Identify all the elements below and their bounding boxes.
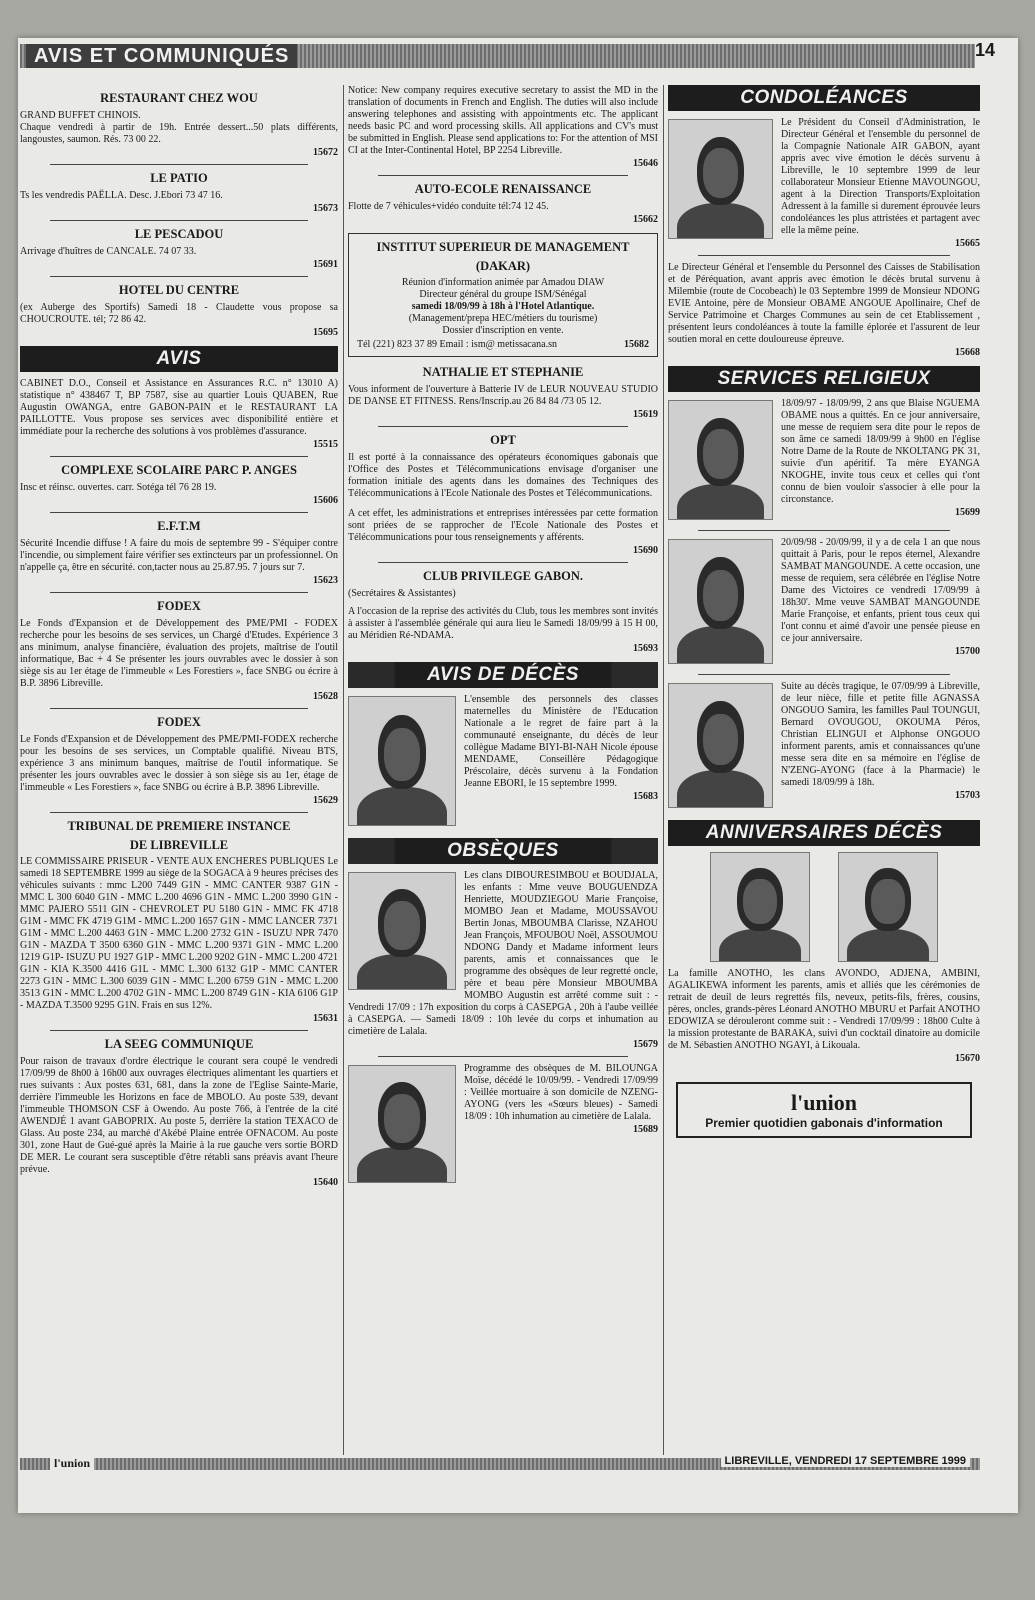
- ad-text: LE COMMISSAIRE PRISEUR - VENTE AUX ENCHERES PUBLIQUES Le samedi 18 SEPTEMBRE 1999 au siège de la SOGACA à 9 heures précises des véhicules suivants : mmc L200 7449 G1N - MMC CANTER 9387 G1N - MMC L 300 6040 G1N - MMC L.200 4696 G1N - MMC L.200 3990 G1N - MMC PAJERO 5511 GIN - CHEVROLET PU 5180 G1N - MMC FK 4718 G1M - MMC FK 4719 G1M - MMC L.200 1657 G1N - MMC LANCER 7371 G1M - MMC L.200 4463 G1N - MMC L.200 2732 G1N - ISUZU NPR 7470 G1N - MAZDA T 3500 6360 G1N - MMC L.200 9371 G1N - MMC L.200 1219 G1P- ISUZU PU 1927 G1P - MMC L.200 9202 G1N - MMC L.200 4721 G1N - KIA K.3500 4416 G1L - MMC L.300 6132 G1P - MMC CANTER 2273 G1N - MMC L.300 6039 G1N - MMC L.200 6759 G1N - MMC L.200 3513 G1N - MMC L.200 4702 G1N - MMC L.200 8749 G1N - KIA 6106 G1P - MAZDA T.3500 9295 G1N. Frais en sus 12%.: [20, 856, 338, 1011]
- ad-number: 15515: [313, 439, 338, 450]
- ad-title: COMPLEXE SCOLAIRE PARC P. ANGES: [61, 463, 297, 477]
- ad-eftm: [20, 519, 338, 586]
- ad-number: 15690: [633, 545, 658, 556]
- ad-text: Les clans DIBOURESIMBOU et BOUDJALA, les enfants : Mme veuve BOUGUENDZA Henriette, MOUDZIEGOU Marie Françoise, MOMBO Jean et Madame, MOUSSAVOU Bertin Jonas, MBOUMBA Clarisse, NZAHOU Jean François, MFOUBOU Noël, ASSOUMOU NDONG Dandy et Madame informent leurs parents, amis et connaissances que le programme des obsèques de leur regretté oncle, père et beau père Monsieur MBOUMBA MOMBO Augustin est arrêté comme suit : - Vendredi 17/09 : 17h exposition du corps à CASEPGA , 20h à l'aube veillée à CASEPGA. — Samedi 18/09 : 10h levée du corps et inhumation au cimetière de Lalala.: [348, 870, 658, 1037]
- divider: [50, 812, 308, 813]
- ad-title: FODEX: [157, 715, 201, 729]
- ad-notice: [348, 85, 658, 169]
- ad-text: Sécurité Incendie diffuse ! A faire du mois de septembre 99 - S'équiper contre l'incendie, ou simplement faire vérifier ses extincteurs par un professionnel. On n'appelle ça, être en sécurité. con,tacter nous au 25.87.95. 7 jours sur 7.: [20, 538, 338, 573]
- ad-number: 15695: [313, 327, 338, 338]
- ad-line: (Management/prepa HEC/métiers du tourisme): [408, 313, 598, 324]
- anniversaires-deces-band: ANNIVERSAIRES DÉCÈS: [668, 820, 980, 846]
- ad-title: LA SEEG COMMUNIQUE: [104, 1037, 254, 1051]
- ad-text: La famille ANOTHO, les clans AVONDO, ADJENA, AMBINI, AGALIKEWA informent les parents, amis et alliés que les cérémonies de retrait de deuil de leurs regrettés fils, neveux, petits-fils, frères, cousins, pères, oncles, grands-pères Léonard ANOTHO MBURU et Parfait ANOTHO EDOWIZA se dérouleront comme suit : - Vendredi 17/09/99 : 18h00 Culte à la mission protestante de BARAKA, suivi d'un cocktail dinatoire au domicile de M. Sébastien ANOTHO NGAYI, à Likouala.: [668, 968, 980, 1051]
- ad-number: 15691: [313, 259, 338, 270]
- column-middle: [348, 85, 658, 1191]
- portrait-photo: [668, 683, 773, 808]
- ad-nathalie: [348, 365, 658, 420]
- ad-title: INSTITUT SUPERIEUR DE MANAGEMENT: [376, 240, 630, 254]
- ad-number: 15673: [313, 203, 338, 214]
- condoleances-band: CONDOLÉANCES: [668, 85, 980, 111]
- column-rule: [663, 85, 664, 1455]
- portrait-photo: [710, 852, 810, 962]
- column-left: [20, 85, 338, 1192]
- ad-number: 15623: [313, 575, 338, 586]
- obseques-notice-1: [348, 870, 658, 1050]
- ad-text: L'ensemble des personnels des classes maternelles du Ministère de l'Education Nationale a le regret de faire part à la communauté enseignante, du décès de leur collègue Madame BIYI-BI-NAH Nicole épouse MENDAME, Conseillère Pédagogique Préscolaire, décès survenu à la Fondation Jeanne EBORI, le 15 septembre 1999.: [464, 694, 658, 789]
- divider: [50, 1030, 308, 1031]
- ad-line: Directeur général du groupe ISM/Sénégal: [419, 289, 587, 300]
- ad-line: Réunion d'information animée par Amadou DIAW: [401, 277, 605, 288]
- ad-text: 20/09/98 - 20/09/99, il y a de cela 1 an que nous quittait à Paris, pour le repos éternel, Alexandre SAMBAT MANGOUNDE. A cette occasion, une messe de requiem, sera célébrée en l'église Notre Dame des Victoires ce vendredi 17/09/99 à 18h30'. Mme veuve SAMBAT MANGOUNDE Marie Françoise, et enfants, prient tous ceux qui l'ont connu et aimé d'avoir une pensée pieuse en ce jour anniversaire.: [781, 537, 980, 644]
- union-tagline: Premier quotidien gabonais d'information: [705, 1116, 943, 1130]
- anniversaire-notice: [668, 968, 980, 1064]
- ad-club-privilege: [348, 569, 658, 654]
- ad-title: LE PATIO: [150, 171, 208, 185]
- ad-text: Le Directeur Général et l'ensemble du Personnel des Caisses de Stabilisation et de Péréquation, avant appris avec émotion le décès brutal survenu à Milembie (route de Cocobeach) le 03 Septembre 1999 de Monsieur NDONG EVIE Antoine, père de Monsieur OBAME ANGOUE Apollinaire, Chef de Service Patrimoine et Charges Communes au sein de cet Etablissement , présentent leurs condoléances à toute la famille éplorée et l'assurent de leur soutien moral en cette douloureuse épreuve.: [668, 262, 980, 345]
- ad-text: A cet effet, les administrations et entreprises intéressées par cette formation sont priées de se rapprocher de l'Ecole Nationale des Postes et Télécommunications pour tous renseignements y afférents.: [348, 508, 658, 543]
- ad-text: CABINET D.O., Conseil et Assistance en Assurances R.C. n° 13010 A) statistique n° 438467 T, BP 7587, sise au quartier Louis QUABEN, Rue Augustin OWANGA, entre GABON-PAIN et le RESTAURANT LA PAILLOTTE. Vous propose ses services avec disponibilité entière et immédiate pour la recherche des solutions à vos problèmes d'assurance.: [20, 378, 338, 437]
- ad-le-pescadou: [20, 227, 338, 270]
- service-notice-3: [668, 681, 980, 812]
- section-header-bar: [20, 44, 975, 68]
- ad-text: Le Fonds d'Expansion et de Développement des PME/PMI - FODEX recherche pour les besoins de ses services, un Chargé d'Etudes. Expérience 3 ans minimum, analyse financière, évaluation des projets, maîtrise de l'outil informatique, Bac + 4 Se présenter les jours ouvrables avec le dossier à son siège sis au 1er étage de l'immeuble « Les Forestiers », face SNBG ou écrire à B.P. 3896 Libreville.: [20, 618, 338, 689]
- union-logo: l'union: [790, 1090, 858, 1115]
- ad-auto-ecole: [348, 182, 658, 225]
- obseques-band: OBSÈQUES: [348, 838, 658, 864]
- ad-number: 15665: [955, 238, 980, 249]
- ad-text: A l'occasion de la reprise des activités du Club, tous les membres sont invités à assister à l'assemblée générale qui aura lieu le Samedi 18/09/99 à 15 H 00, au Méridien Ré-NDAMA.: [348, 606, 658, 641]
- ad-subtitle: (DAKAR): [475, 259, 531, 273]
- ad-number: 15662: [633, 214, 658, 225]
- ad-title: AUTO-ECOLE RENAISSANCE: [414, 182, 592, 196]
- ad-hotel-du-centre: [20, 283, 338, 338]
- portrait-photo: [348, 696, 456, 826]
- ad-text: Notice: New company requires executive secretary to assist the MD in the translation of documents in French and English. The duties will also include answering telephones and assisting with appointments etc. The applicant needs basic PC and word processing skills. All applications and CV's must be submitted in English. Please send applications to: For the attention of MSI CI at the Inter-Continental Hotel, BP 2254 Libreville.: [348, 85, 658, 156]
- ad-number: 15683: [633, 791, 658, 802]
- ad-line: Dossier d'inscription en vente.: [442, 325, 564, 336]
- ad-title: E.F.T.M: [157, 519, 201, 533]
- ad-subtitle: DE LIBREVILLE: [129, 838, 229, 852]
- ad-number: 15693: [633, 643, 658, 654]
- ad-number: 15631: [313, 1013, 338, 1024]
- ad-title: HOTEL DU CENTRE: [118, 283, 240, 297]
- condoleances-notice-2: [668, 262, 980, 358]
- ad-text: Vous informent de l'ouverture à Batterie IV de LEUR NOUVEAU STUDIO DE DANSE ET FITNESS. Rens/Inscrip.au 26 84 84 /73 05 12.: [348, 384, 658, 407]
- ad-number: 15668: [955, 347, 980, 358]
- ad-text: Il est porté à la connaissance des opérateurs économiques gabonais que l'Office des Postes et Télécommunications envisage d'organiser une formation initiale des agents dans les domaines des Techniques des Télécommunications à l'Ecole Nationale des Postes et Télécommunications.: [348, 452, 658, 499]
- ad-text: Arrivage d'huîtres de CANCALE. 74 07 33.: [20, 246, 197, 257]
- ad-text: Le Fonds d'Expansion et de Développement des PME/PMI-FODEX recherche pour les besoins de ses services, un Comptable qualifié. Niveau BTS, expérience 3 ans minimum banques, maîtrise de l'outil informatique. Se présenter les jours ouvrables avec le dossier à son siège sis au 1er, étage de l'immeuble « Les Forestiers », face SNBG ou écrire à B.P. 3896 Libreville.: [20, 734, 338, 793]
- ad-number: 15628: [313, 691, 338, 702]
- ad-title: LE PESCADOU: [134, 227, 224, 241]
- ad-title: TRIBUNAL DE PREMIERE INSTANCE: [67, 819, 291, 833]
- ad-cabinet-do: [20, 378, 338, 450]
- portrait-photo: [668, 119, 773, 239]
- avis-band: AVIS: [20, 346, 338, 372]
- ad-text: Insc et réinsc. ouvertes. carr. Sotéga tél 76 28 19.: [20, 482, 217, 493]
- divider: [50, 592, 308, 593]
- divider: [378, 562, 628, 563]
- ad-contact: Tél (221) 823 37 89 Email : ism@ metissacana.sn: [357, 339, 558, 350]
- ad-number: 15689: [633, 1124, 658, 1135]
- ad-opt: [348, 433, 658, 556]
- ad-text: Programme des obsèques de M. BILOUNGA Moïse, décédé le 10/09/99. - Vendredi 17/09/99 : Veillée mortuaire à son domicile de NZENG-AYONG (vers les «Sœurs bleues) - Samedi 18/09 : 10h inhumation au cimetière de Lalala.: [464, 1063, 658, 1122]
- portrait-photo: [348, 872, 456, 990]
- ad-seeg: [20, 1037, 338, 1188]
- ad-title: CLUB PRIVILEGE GABON.: [422, 569, 584, 583]
- ad-number: 15640: [313, 1177, 338, 1188]
- condoleances-notice-1: [668, 117, 980, 249]
- footer-brand: l'union: [50, 1456, 94, 1471]
- ad-text: (ex Auberge des Sportifs) Samedi 18 - Claudette vous propose sa CHOUCROUTE. tél; 72 86 42.: [20, 302, 338, 325]
- ad-number: 15672: [313, 147, 338, 158]
- ad-number: 15699: [955, 507, 980, 518]
- footer-bar: [20, 1455, 980, 1470]
- divider: [378, 1056, 628, 1057]
- divider: [50, 276, 308, 277]
- deces-notice: [348, 694, 658, 830]
- ad-le-patio: [20, 171, 338, 214]
- section-title: AVIS ET COMMUNIQUÉS: [26, 44, 297, 68]
- divider: [698, 674, 950, 675]
- ad-subtitle: (Secrétaires & Assistantes): [348, 588, 456, 599]
- ad-title: RESTAURANT CHEZ WOU: [100, 91, 258, 105]
- portrait-photo: [668, 400, 773, 520]
- column-rule: [343, 85, 344, 1455]
- divider: [50, 456, 308, 457]
- divider: [50, 164, 308, 165]
- ad-number: 15606: [313, 495, 338, 506]
- divider: [378, 175, 628, 176]
- ad-text: 18/09/97 - 18/09/99, 2 ans que Blaise NGUEMA OBAME nous a quittés. En ce jour anniversaire, une messe de requiem sera dite pour le repos de son âme ce samedi 18/09/99 à 9h00 en l'église Notre Dame de la Route de NKOLTANG PK 31, suivie d'un apéritif. Ta mère EYANGA NKOGHE, invite tous ceux et celles qui t'ont connu de bien vouloir s'associer à elle pour la circonstance.: [781, 398, 980, 505]
- ad-number: 15700: [955, 646, 980, 657]
- service-notice-1: [668, 398, 980, 524]
- portrait-pair: [668, 852, 980, 962]
- divider: [698, 530, 950, 531]
- ad-text: Pour raison de travaux d'ordre électrique le courant sera coupé le vendredi 17/09/99 de 8h00 à 16h00 aux ouvrages électriques alimentant les quartiers et rues suivants : Aux postes 631, 681, dans la zone de l'Eglise Sainte-Marie, derrière l'immeuble les Horizons en face de MBOLO. Au poste 539, devant l'immeuble THOMSON CSF à Owendo. Au poste 766, à l'entrée de la cité AWENDJÉ 1 avant GABOPRIX. Au poste 5, derrière la station TEXACO de Glass. Au poste 234, au marché d'Akébé Plaine entrée OFNACOM. Au poste 301, zone Haut de Gué-gué après la Mairie à la rue gauche vers sortie BORD DE MER. Le courant sera susceptible d'être rétabli sans préavis avant l'heure prévue.: [20, 1056, 338, 1175]
- ad-number: 15679: [633, 1039, 658, 1050]
- service-notice-2: [668, 537, 980, 668]
- ad-number: 15703: [955, 790, 980, 801]
- ad-fodex-1: [20, 599, 338, 702]
- ad-chez-wou: [20, 91, 338, 158]
- ad-number: 15670: [955, 1053, 980, 1064]
- ad-fodex-2: [20, 715, 338, 806]
- avis-de-deces-band: AVIS DE DÉCÈS: [348, 662, 658, 688]
- column-right: [668, 85, 980, 1138]
- ad-text: GRAND BUFFET CHINOIS.: [20, 110, 141, 121]
- ad-text: Ts les vendredis PAËLLA. Desc. J.Ebori 73 47 16.: [20, 190, 223, 201]
- ad-text: Le Président du Conseil d'Administration, le Directeur Général et l'ensemble du personnel de la Compagnie Nationale AIR GABON, ayant appris avec vive émotion le décès survenu à Libreville, le 10 septembre 1999 de leur collaborateur Monsieur Etienne MAVOUNGOU, agent à la Direction Transports/Exploitation Adressent à la famille si durement éprouvée leurs condoléances les plus attristées et partagent avec elle la même peine.: [781, 117, 980, 236]
- ad-title: NATHALIE ET STEPHANIE: [422, 365, 584, 379]
- ad-title: FODEX: [157, 599, 201, 613]
- ad-title: OPT: [490, 433, 516, 447]
- ad-number: 15646: [633, 158, 658, 169]
- page-number: 14: [974, 40, 995, 60]
- services-religieux-band: SERVICES RELIGIEUX: [668, 366, 980, 392]
- footer-date: LIBREVILLE, VENDREDI 17 SEPTEMBRE 1999: [721, 1455, 970, 1467]
- portrait-photo: [668, 539, 773, 664]
- divider: [50, 220, 308, 221]
- ad-line: samedi 18/09/99 à 18h à l'Hotel Atlantique.: [411, 301, 595, 312]
- portrait-photo: [838, 852, 938, 962]
- ad-complexe-scolaire: [20, 463, 338, 506]
- divider: [698, 255, 950, 256]
- divider: [50, 708, 308, 709]
- divider: [378, 426, 628, 427]
- ad-ism-box: [348, 233, 658, 357]
- ad-text: Suite au décès tragique, le 07/09/99 à Libreville, de leur nièce, fille et petite fille AGNASSA ONGOUO Samira, les familles Paul TOUNGUI, Bernard OVOUGOU, OKOUMA Péros, Christian ELINGUI et Alphonse ONGOUO informent parents, amis et connaissances qu'une messe sera dite en sa mémoire en l'église de N'ZENG-AYONG (face à la Pharmacie) le samedi 18/09/99 à 18h.: [781, 681, 980, 788]
- obseques-notice-2: [348, 1063, 658, 1187]
- divider: [50, 512, 308, 513]
- ad-text: Chaque vendredi à partir de 19h. Entrée dessert...50 plats différents, langoustes, saumon. Rés. 73 00 22.: [20, 122, 338, 145]
- ad-text: Flotte de 7 véhicules+vidéo conduite tél:74 12 45.: [348, 201, 549, 212]
- ad-number: 15629: [313, 795, 338, 806]
- union-promo-box: [676, 1082, 972, 1138]
- ad-tribunal: [20, 819, 338, 1024]
- portrait-photo: [348, 1065, 456, 1183]
- ad-number: 15619: [633, 409, 658, 420]
- ad-number: 15682: [624, 339, 649, 350]
